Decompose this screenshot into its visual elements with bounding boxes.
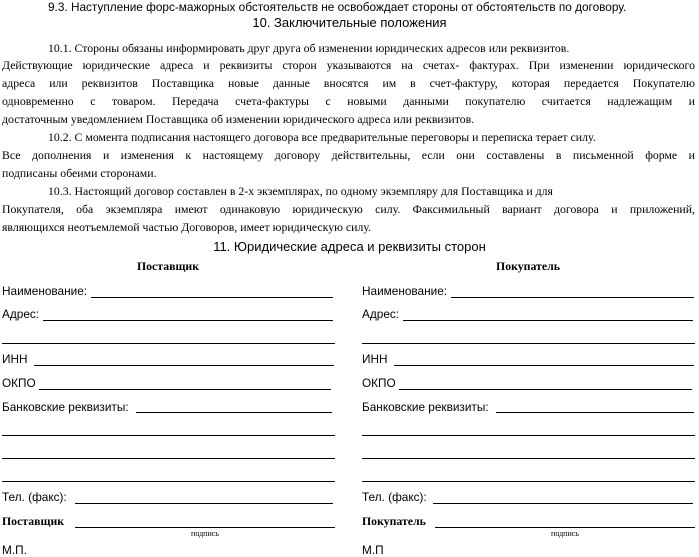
- section-10-heading: 10. Заключительные положения: [252, 15, 447, 30]
- supplier-bank-field[interactable]: [136, 412, 332, 413]
- buyer-stamp-label: М.П: [362, 543, 384, 557]
- section-11-heading: 11. Юридические адреса и реквизиты сторон: [213, 239, 486, 254]
- supplier-sign-caption: подпись: [191, 529, 219, 538]
- buyer-phone-label: Тел. (факс):: [362, 490, 427, 504]
- supplier-bank-field-3[interactable]: [2, 458, 335, 459]
- supplier-address-label: Адрес:: [2, 307, 40, 321]
- buyer-address-field[interactable]: [403, 320, 693, 321]
- clause-10-2-line-3: подписаны обеими сторонами.: [2, 166, 157, 180]
- supplier-address-field-2[interactable]: [2, 343, 335, 344]
- supplier-bank-label: Банковские реквизиты:: [2, 400, 129, 414]
- buyer-column-title: Покупатель: [496, 259, 560, 273]
- supplier-phone-field[interactable]: [75, 503, 333, 504]
- supplier-name-label: Наименование:: [2, 284, 88, 298]
- buyer-bank-field-3[interactable]: [362, 458, 695, 459]
- clause-10-1-line-1: 10.1. Стороны обязаны информировать друг друга об изменении юридических адресов или реквизитов.: [48, 41, 570, 55]
- supplier-phone-label: Тел. (факс):: [2, 490, 67, 504]
- supplier-signature-field[interactable]: [75, 527, 335, 528]
- buyer-address-field-2[interactable]: [362, 343, 695, 344]
- supplier-sign-label: Поставщик: [2, 514, 65, 528]
- clause-10-3-line-1: 10.3. Настоящий договор составлен в 2-х экземплярах, по одному экземпляру для Поставщика и для: [48, 184, 553, 198]
- supplier-address-field[interactable]: [43, 320, 333, 321]
- supplier-bank-field-2[interactable]: [2, 435, 335, 436]
- clause-10-3-line-2: Покупателя, оба экземпляра имеют одинаковую юридическую силу. Факсимильный вариант договора и приложений,: [2, 202, 695, 216]
- supplier-name-field[interactable]: [91, 297, 333, 298]
- supplier-stamp-label: М.П.: [2, 543, 27, 557]
- clause-10-3-line-3: являющихся неотъемлемой частью Договоров, имеет юридическую силу.: [2, 220, 371, 234]
- supplier-okpo-field[interactable]: [39, 389, 331, 390]
- buyer-address-label: Адрес:: [362, 307, 400, 321]
- buyer-okpo-field[interactable]: [399, 389, 692, 390]
- supplier-okpo-label: ОКПО: [2, 376, 36, 390]
- buyer-inn-label: ИНН: [362, 352, 388, 366]
- clause-10-1-line-4: одновременно с товаром. Передача счета-фактуры с новыми данными покупателю считается надлежащим и: [2, 94, 695, 108]
- clause-10-2-line-1: 10.2. С момента подписания настоящего договора все предварительные переговоры и переписка терает силу.: [48, 130, 596, 144]
- buyer-inn-field[interactable]: [394, 365, 694, 366]
- supplier-inn-field[interactable]: [34, 365, 334, 366]
- clause-10-1-line-3: адреса или реквизитов Поставщика новые данные вносятся им в счет-фактуру, которая передается Покупателю: [2, 76, 695, 90]
- buyer-name-field[interactable]: [451, 297, 694, 298]
- buyer-bank-field-4[interactable]: [362, 481, 695, 482]
- clause-10-1-line-5: достаточным уведомлением Поставщика об изменении юридического адреса или реквизитов.: [2, 112, 475, 126]
- clause-10-2-line-2: Все дополнения и изменения к настоящему договору действительны, если они составлены в письменной форме и: [2, 148, 695, 162]
- supplier-bank-field-4[interactable]: [2, 481, 335, 482]
- buyer-name-label: Наименование:: [362, 284, 448, 298]
- buyer-phone-field[interactable]: [433, 503, 693, 504]
- clause-9-3: 9.3. Наступление форс-мажорных обстоятельств не освобождает стороны от обстоятельств по договору.: [48, 0, 627, 14]
- clause-10-1-line-2: Действующие юридические адреса и реквизиты сторон указываются на счетах- фактурах. При изменении юридического: [2, 58, 695, 72]
- supplier-inn-label: ИНН: [2, 352, 28, 366]
- supplier-column-title: Поставщик: [136, 259, 200, 273]
- buyer-bank-field-2[interactable]: [362, 435, 695, 436]
- buyer-okpo-label: ОКПО: [362, 376, 396, 390]
- buyer-sign-label: Покупатель: [362, 514, 426, 528]
- buyer-signature-field[interactable]: [435, 527, 695, 528]
- buyer-sign-caption: подпись: [551, 529, 579, 538]
- buyer-bank-field[interactable]: [496, 412, 694, 413]
- buyer-bank-label: Банковские реквизиты:: [362, 400, 489, 414]
